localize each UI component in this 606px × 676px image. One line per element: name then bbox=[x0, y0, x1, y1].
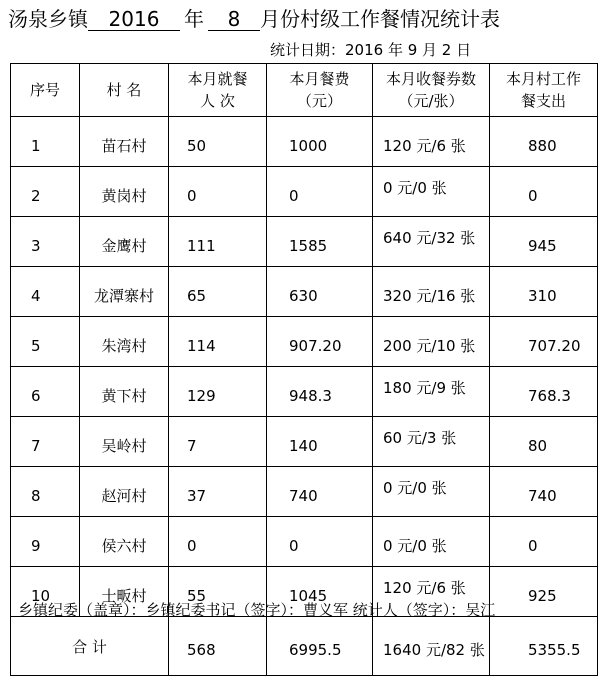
page-title bbox=[8, 4, 606, 34]
row-number: 4 bbox=[11, 267, 80, 317]
total-meals: 568 bbox=[169, 617, 267, 676]
header-meals: 本月就餐 人 次 bbox=[169, 64, 267, 117]
row-number: 10 bbox=[11, 567, 80, 617]
total-row bbox=[11, 617, 598, 676]
table-row bbox=[11, 267, 598, 317]
row-fee: 948.3 bbox=[267, 367, 373, 417]
header-no: 序号 bbox=[11, 64, 80, 117]
row-meals: 111 bbox=[169, 217, 267, 267]
row-coupons: 180 元/9 张 bbox=[373, 367, 490, 417]
header-fee: 本月餐费 （元） bbox=[267, 64, 373, 117]
signature-footer: 乡镇纪委（盖章）：乡镇纪委书记（签字）：曹义军 统计人（签字）：吴江 bbox=[18, 601, 496, 619]
row-village: 士畈村 bbox=[80, 567, 169, 617]
header-coupons: 本月收餐券数 （元/张） bbox=[373, 64, 490, 117]
row-spend: 768.3 bbox=[490, 367, 598, 417]
row-fee: 0 bbox=[267, 167, 373, 217]
table-row bbox=[11, 117, 598, 167]
table-row bbox=[11, 217, 598, 267]
row-number: 5 bbox=[11, 317, 80, 367]
row-number: 8 bbox=[11, 467, 80, 517]
row-spend: 945 bbox=[490, 217, 598, 267]
row-meals: 37 bbox=[169, 467, 267, 517]
table-row bbox=[11, 167, 598, 217]
title-month: 8 bbox=[208, 8, 260, 31]
row-coupons: 120 元/6 张 bbox=[373, 117, 490, 167]
row-number: 2 bbox=[11, 167, 80, 217]
row-number: 6 bbox=[11, 367, 80, 417]
row-coupons: 0 元/0 张 bbox=[373, 467, 490, 517]
row-meals: 0 bbox=[169, 517, 267, 567]
row-spend: 740 bbox=[490, 467, 598, 517]
row-meals: 0 bbox=[169, 167, 267, 217]
row-coupons: 640 元/32 张 bbox=[373, 217, 490, 267]
row-spend: 80 bbox=[490, 417, 598, 467]
statistics-date: 统计日期：2016 年 9 月 2 日 bbox=[270, 41, 472, 59]
row-village: 赵河村 bbox=[80, 467, 169, 517]
row-coupons: 200 元/10 张 bbox=[373, 317, 490, 367]
total-label: 合 计 bbox=[11, 617, 169, 676]
table-header-row bbox=[11, 64, 598, 117]
row-number: 3 bbox=[11, 217, 80, 267]
row-spend: 0 bbox=[490, 517, 598, 567]
total-fee: 6995.5 bbox=[267, 617, 373, 676]
row-number: 9 bbox=[11, 517, 80, 567]
table-row bbox=[11, 517, 598, 567]
row-fee: 1000 bbox=[267, 117, 373, 167]
table-row bbox=[11, 417, 598, 467]
title-year: 2016 bbox=[88, 8, 180, 31]
row-village: 金鹰村 bbox=[80, 217, 169, 267]
row-village: 吴岭村 bbox=[80, 417, 169, 467]
row-meals: 114 bbox=[169, 317, 267, 367]
row-coupons: 0 元/0 张 bbox=[373, 167, 490, 217]
row-coupons: 320 元/16 张 bbox=[373, 267, 490, 317]
row-meals: 55 bbox=[169, 567, 267, 617]
row-spend: 310 bbox=[490, 267, 598, 317]
row-fee: 1045 bbox=[267, 567, 373, 617]
row-spend: 880 bbox=[490, 117, 598, 167]
row-village: 侯六村 bbox=[80, 517, 169, 567]
total-coupons: 1640 元/82 张 bbox=[373, 617, 490, 676]
row-meals: 50 bbox=[169, 117, 267, 167]
row-village: 苗石村 bbox=[80, 117, 169, 167]
row-fee: 630 bbox=[267, 267, 373, 317]
header-village: 村 名 bbox=[80, 64, 169, 117]
row-village: 黄下村 bbox=[80, 367, 169, 417]
title-suffix: 月份村级工作餐情况统计表 bbox=[260, 7, 500, 31]
row-spend: 707.20 bbox=[490, 317, 598, 367]
row-fee: 740 bbox=[267, 467, 373, 517]
row-coupons: 0 元/0 张 bbox=[373, 517, 490, 567]
row-fee: 1585 bbox=[267, 217, 373, 267]
row-village: 龙潭寨村 bbox=[80, 267, 169, 317]
row-spend: 925 bbox=[490, 567, 598, 617]
row-fee: 907.20 bbox=[267, 317, 373, 367]
row-number: 1 bbox=[11, 117, 80, 167]
table-row bbox=[11, 367, 598, 417]
title-year-unit: 年 bbox=[184, 7, 204, 31]
row-meals: 7 bbox=[169, 417, 267, 467]
row-spend: 0 bbox=[490, 167, 598, 217]
table-row bbox=[11, 317, 598, 367]
row-fee: 140 bbox=[267, 417, 373, 467]
title-prefix: 汤泉乡镇 bbox=[8, 7, 88, 31]
row-meals: 129 bbox=[169, 367, 267, 417]
row-village: 朱湾村 bbox=[80, 317, 169, 367]
header-spend: 本月村工作 餐支出 bbox=[490, 64, 598, 117]
row-meals: 65 bbox=[169, 267, 267, 317]
row-number: 7 bbox=[11, 417, 80, 467]
row-village: 黄岗村 bbox=[80, 167, 169, 217]
meal-statistics-table bbox=[10, 63, 598, 676]
total-spend: 5355.5 bbox=[490, 617, 598, 676]
row-coupons: 60 元/3 张 bbox=[373, 417, 490, 467]
row-fee: 0 bbox=[267, 517, 373, 567]
row-coupons: 120 元/6 张 bbox=[373, 567, 490, 617]
table-row bbox=[11, 467, 598, 517]
